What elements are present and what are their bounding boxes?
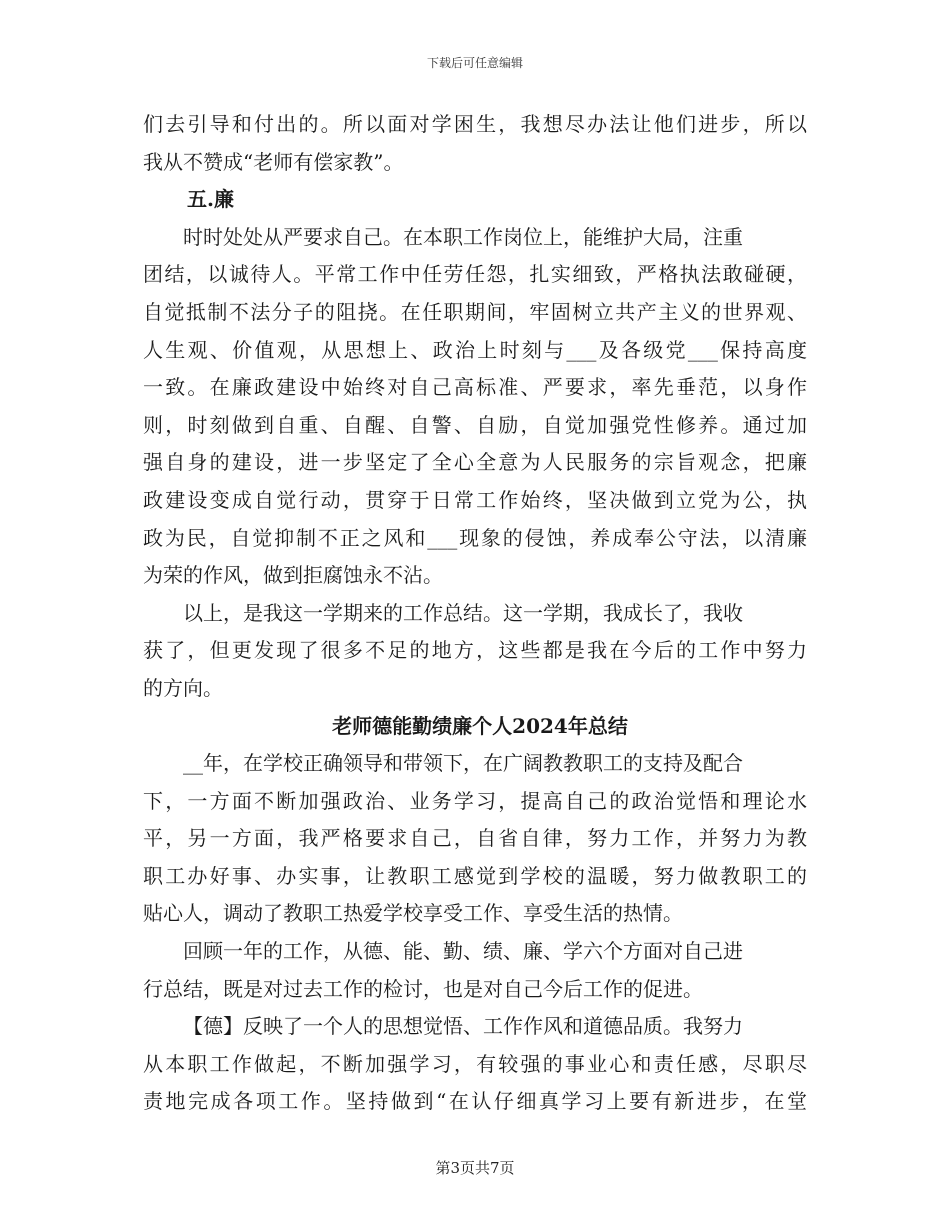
text-line: 平，另一方面，我严格要求自己，自省自律，努力工作，并努力为教: [143, 826, 807, 851]
text-line: 我从不赞成“老师有偿家教”。: [143, 149, 404, 174]
page-footer: 第3页共7页: [435, 1159, 515, 1177]
text-line: 人生观、价值观，从思想上、政治上时刻与___及各级党___保持高度: [143, 337, 807, 362]
document-body: [143, 106, 807, 1121]
text-line: 【德】反映了一个人的思想觉悟、工作作风和道德品质。我努力: [183, 1014, 743, 1039]
page-header: 下载后可任意编辑: [426, 56, 523, 70]
text-line: 时时处处从严要求自己。在本职工作岗位上，能维护大局，注重: [183, 224, 743, 249]
text-line: 则，时刻做到自重、自醒、自警、自励，自觉加强党性修养。通过加: [143, 412, 807, 437]
text-line: 政为民，自觉抑制不正之风和___现象的侵蚀，养成奉公守法，以清廉: [143, 525, 807, 550]
text-line: 的方向。: [143, 675, 223, 700]
text-line: 职工办好事、办实事，让教职工感觉到学校的温暖，努力做教职工的: [143, 863, 807, 888]
text-line: __年，在学校正确领导和带领下，在广阔教教职工的支持及配合: [183, 751, 743, 776]
text-line: 从本职工作做起，不断加强学习，有较强的事业心和责任感，尽职尽: [143, 1051, 807, 1076]
text-line: 强自身的建设，进一步坚定了全心全意为人民服务的宗旨观念，把廉: [143, 450, 807, 475]
section-heading: 五.廉: [187, 187, 234, 212]
text-line: 责地完成各项工作。坚持做到“在认仔细真学习上要有新进步，在堂: [143, 1089, 807, 1114]
text-line: 获了，但更发现了很多不足的地方，这些都是我在今后的工作中努力: [143, 638, 807, 663]
text-line: 政建设变成自觉行动，贯穿于日常工作始终，坚决做到立党为公，执: [143, 487, 807, 512]
text-line: 为荣的作风，做到拒腐蚀永不沾。: [143, 563, 443, 588]
text-line: 行总结，既是对过去工作的检讨，也是对自己今后工作的促进。: [143, 976, 703, 1001]
text-line: 团结，以诚待人。平常工作中任劳任怨，扎实细致，严格执法敢碰硬，: [143, 262, 807, 287]
text-line: 自觉抵制不法分子的阻挠。在任职期间，牢固树立共产主义的世界观、: [143, 299, 807, 324]
document-title: 老师德能勤绩廉个人2024年总结: [332, 713, 628, 738]
text-line: 一致。在廉政建设中始终对自己高标准、严要求，率先垂范，以身作: [143, 375, 807, 400]
text-line: 下，一方面不断加强政治、业务学习，提高自己的政治觉悟和理论水: [143, 788, 807, 813]
text-line: 贴心人，调动了教职工热爱学校享受工作、享受生活的热情。: [143, 901, 683, 926]
text-line: 们去引导和付出的。所以面对学困生，我想尽办法让他们进步，所以: [143, 112, 807, 136]
text-line: 回顾一年的工作，从德、能、勤、绩、廉、学六个方面对自己进: [183, 939, 743, 964]
text-line: 以上，是我这一学期来的工作总结。这一学期，我成长了，我收: [183, 600, 743, 625]
